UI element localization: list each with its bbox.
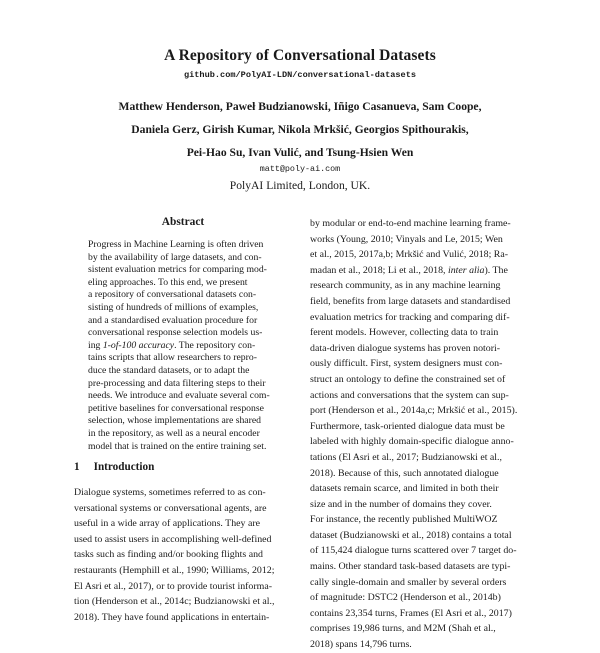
right-column-body [310,216,535,653]
repository-url[interactable]: github.com/PolyAI-LDN/conversational-datasets [183,70,417,80]
text-line: tion (Henderson et al., 2014c; Budzianowski et al., [74,596,275,608]
text-line: sistent evaluation metrics for comparing mod- [88,264,267,276]
text-line: useful in a wide array of applications. They are [74,518,260,530]
text-line: by the availability of large datasets, and con- [88,251,262,263]
contact-email[interactable]: matt@poly-ai.com [259,164,341,174]
text-line: cally single-domain and smaller by several orders [310,576,507,588]
section-title: Introduction [93,461,155,473]
author-line: Daniela Gerz, Girish Kumar, Nikola Mrkšić, Georgios Spithourakis, [131,123,469,136]
text-line: petitive baselines for conversational response [88,402,264,414]
text-line: ously difficult. First, system designers must con- [310,358,503,370]
text-line: works (Young, 2010; Vinyals and Le, 2015; Wen [310,233,503,245]
section-number: 1 [74,461,80,473]
text-line: tasks such as finding and/or booking flights and [74,549,263,561]
text-line: versational systems or conversational agents, are [74,502,267,514]
affiliation: PolyAI Limited, London, UK. [229,179,371,192]
text-line: a repository of conversational datasets con- [88,289,257,301]
text-line: in the repository, as well as a neural encoder [88,427,260,439]
text-line: Furthermore, task-oriented dialogue data must be [310,420,505,432]
text-line: mains. Other standard task-based datasets are typi- [310,561,511,573]
text-line: by modular or end-to-end machine learning frame- [310,218,511,229]
author-line: Pei-Hao Su, Ivan Vulić, and Tsung-Hsien Wen [186,146,414,159]
text-line: For instance, the recently published MultiWOZ [310,514,498,526]
text-line: actions and conversations that the system can sup- [310,389,509,401]
text-line: 2018) spans 14,796 turns. [310,639,412,651]
text-line: comprises 19,986 turns, and M2M (Shah et al., [310,623,496,635]
text-line: duce the standard datasets, or to adapt the [88,364,250,376]
text-line: used to assist users in accomplishing well-defined [74,533,272,545]
text-line: Dialogue systems, sometimes referred to as con- [74,487,266,498]
author-list [40,95,560,164]
text-line: madan et al., 2018; Li et al., 2018, inter alia). The [310,264,508,276]
text-line: and a standardised evaluation procedure for [88,314,258,326]
text-line: et al., 2015, 2017a,b; Mrkšić and Vulić, 2018; Ra- [310,249,509,261]
text-line: of 115,424 dialogue turns scattered over 7 target do- [310,545,517,557]
author-line: Matthew Henderson, Paweł Budzianowski, Iñigo Casanueva, Sam Coope, [118,100,482,113]
text-line: of magnitude: DSTC2 (Henderson et al., 2014b) [310,592,501,604]
text-line: conversational response selection models us- [88,327,263,339]
text-line: needs. We introduce and evaluate several com- [88,390,270,402]
text-line: dataset (Budzianowski et al., 2018) contains a total [310,529,512,541]
text-line: tains scripts that allow researchers to repro- [88,352,257,364]
text-line: contains 23,354 turns, Frames (El Asri et al., 2017) [310,607,512,619]
text-line: labeled with highly domain-specific dialogue anno- [310,436,514,448]
text-line: model that is trained on the entire training set. [88,440,267,452]
text-line: 2018). Because of this, such annotated dialogue [310,467,499,479]
text-line: datasets remain scarce, and limited in both their [310,483,499,495]
text-line: evaluation metrics for tracking and comparing dif- [310,311,510,323]
text-line: pre-processing and data filtering steps to their [88,377,266,389]
abstract-body [88,239,282,453]
text-line: sisting of hundreds of millions of examples, [88,301,259,313]
introduction-body [74,485,296,625]
abstract-heading: Abstract [161,216,205,228]
text-line: struct an ontology to define the constrained set of [310,373,506,385]
text-line: field, benefits from large datasets and standardised [310,295,511,307]
text-line: research community, as in any machine learning [310,280,501,292]
text-line: selection, whose implementations are shared [88,415,261,427]
text-line: Progress in Machine Learning is often driven [88,239,264,250]
section-heading-introduction [74,461,154,473]
text-line: ferent models. However, collecting data to train [310,327,499,339]
text-line: restaurants (Hemphill et al., 1990; Williams, 2012; [74,564,275,576]
text-line: tations (El Asri et al., 2017; Budzianowski et al., [310,451,502,463]
text-line: El Asri et al., 2017), or to provide tourist informa- [74,580,273,592]
text-line: size and in the number of domains they cover. [310,498,492,510]
text-line: ing 1-of-100 accuracy. The repository con- [88,339,256,351]
text-line: port (Henderson et al., 2014a,c; Mrkšić et al., 2015). [310,405,518,417]
text-line: 2018). They have found applications in entertain- [74,611,270,623]
text-line: data-driven dialogue systems has proven notori- [310,342,501,354]
text-line: eling approaches. To this end, we present [88,276,248,288]
paper-title: A Repository of Conversational Datasets [164,47,436,64]
